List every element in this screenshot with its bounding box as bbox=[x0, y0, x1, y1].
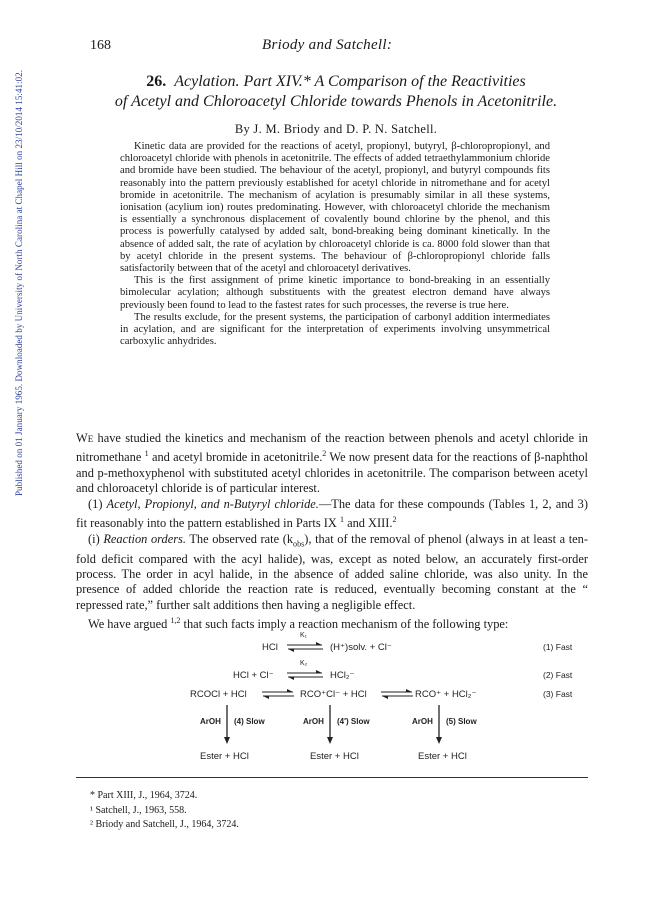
authors: By J. M. Briody and D. P. N. Satchell. bbox=[234, 122, 438, 136]
equilibrium-arrow-icon bbox=[260, 688, 296, 700]
eq2-right: HCl₂⁻ bbox=[330, 670, 355, 681]
reference-link[interactable]: 1,2 bbox=[170, 616, 181, 626]
step4-label: (4) Slow bbox=[234, 717, 265, 726]
abstract bbox=[120, 141, 550, 348]
text-span: We have argued bbox=[88, 617, 171, 632]
eq1-label: (1) Fast bbox=[543, 642, 573, 652]
eq2-left: HCl + Cl⁻ bbox=[233, 670, 274, 681]
text-span: The observed rate (k bbox=[185, 531, 294, 546]
reference-link[interactable]: 1 bbox=[339, 515, 344, 525]
text-span: that such facts imply a reaction mechanism of the following type: bbox=[180, 617, 509, 632]
step5-product: Ester + HCl bbox=[418, 751, 467, 762]
eq2-label: (2) Fast bbox=[543, 670, 573, 680]
equilibrium-arrow-icon bbox=[285, 669, 325, 681]
text-span: —The data for these compounds (Tables 1, 2, and 3) fit reasonably into the pattern established in Parts IX bbox=[76, 496, 589, 531]
subsection-heading: Reaction orders. bbox=[103, 531, 186, 546]
body-paragraph-4 bbox=[76, 613, 588, 633]
subscript: obs bbox=[293, 539, 305, 549]
abstract-paragraph: The results exclude, for the present systems, the participation of carbonyl addition intermediates in acylation, and are significant for the interpretation of experiments involving unsymmetrical carboxylic anhydrides. bbox=[120, 311, 550, 348]
step4-product: Ester + HCl bbox=[200, 751, 249, 762]
eq3-ion-pair: RCO⁺Cl⁻ + HCl bbox=[300, 689, 367, 700]
step4p-label: (4′) Slow bbox=[337, 717, 370, 726]
page-number: 168 bbox=[90, 38, 111, 53]
equilibrium-arrow-icon bbox=[285, 641, 325, 653]
text-span: We now present data for the reactions of β-naphthol and p-methoxyphenol with substituted acetyl chlorides in acetonitrile. The comparison between acetyl and chloroacetyl chloride is of particular interest. bbox=[76, 450, 588, 496]
eq3-acylium: RCO⁺ + HCl₂⁻ bbox=[415, 689, 477, 700]
article-number: 26. bbox=[146, 73, 167, 90]
down-arrow-icon bbox=[326, 705, 334, 745]
abstract-paragraph: Kinetic data are provided for the reactions of acetyl, propionyl, butyryl, β-chloropropionyl, and chloroacetyl chloride with phenols in acetonitrile. The effects of added tetraethylammonium chloride and bromide have been studied. The behaviour of the acetyl, propionyl, and butyryl compounds fits reasonably into the pattern previously established for acetyl chloride in nitromethane and for acetyl bromide in acetonitrile. The mechanism of acylation is presumably similar in all these systems, ionisation (acylium ion) routes predominating. However, with chloroacetyl chloride the mechanism is essentially a synchronous displacement of covalently bound chlorine by the phenol, and this process is powerfully catalysed by added salt, bond-breaking being dominant kinetically. In the absence of added salt, the rate of acylation by chloroacetyl chloride is ca. 8000 fold slower than that by acetyl chloride in the present systems. The behaviour of β-chloropropionyl chloride falls satisfactorily between that of the acetyl and chloroacetyl derivatives. bbox=[120, 141, 550, 275]
body-paragraph-3 bbox=[76, 532, 588, 614]
title-line-1: Acylation. Part XIV.* A Comparison of the Reactivities bbox=[174, 73, 526, 90]
text-span: and XIII. bbox=[343, 516, 393, 531]
body-paragraph-1 bbox=[76, 431, 588, 497]
reference-link[interactable]: 2 bbox=[322, 449, 327, 459]
eq1-constant: K₁ bbox=[300, 632, 308, 639]
step4p-reagent: ArOH bbox=[303, 717, 324, 726]
reference-link[interactable]: 2 bbox=[392, 515, 397, 525]
eq1-right: (H⁺)solv. + Cl⁻ bbox=[330, 642, 392, 653]
section-heading: Acetyl, Propionyl, and n-Butyryl chloride. bbox=[106, 496, 319, 511]
body-paragraph-2 bbox=[76, 497, 588, 532]
step4-reagent: ArOH bbox=[200, 717, 221, 726]
eq2-constant: K₂ bbox=[300, 660, 308, 667]
abstract-paragraph: This is the first assignment of prime kinetic importance to bond-breaking in an essentially bimolecular acylation; although substituents with the greatest electron demand have always previously been found to lead to the fastest rates for such processes, the reverse is true here. bbox=[120, 275, 550, 311]
equilibrium-arrow-icon bbox=[379, 688, 415, 700]
title-line-2: of Acetyl and Chloroacetyl Chloride towards Phenols in Acetonitrile. bbox=[114, 93, 558, 110]
running-head: Briody and Satchell: bbox=[262, 37, 393, 53]
article-title bbox=[86, 72, 586, 112]
eq3-reactants: RCOCl + HCl bbox=[190, 689, 247, 700]
footnote: ¹ Satchell, J., 1963, 558. bbox=[90, 804, 187, 816]
footnotes bbox=[90, 790, 570, 834]
step5-label: (5) Slow bbox=[446, 717, 477, 726]
eq3-label: (3) Fast bbox=[543, 689, 573, 699]
step5-reagent: ArOH bbox=[412, 717, 433, 726]
footnote-divider bbox=[76, 777, 588, 778]
footnote: * Part XIII, J., 1964, 3724. bbox=[90, 790, 198, 801]
reference-link[interactable]: 1 bbox=[144, 449, 149, 459]
reaction-scheme bbox=[160, 632, 600, 767]
text-span: ), that of the removal of phenol (always in at least a ten-fold deficit compared with the acyl halide), was, except as noted below, an accurately first-order process. The order in acyl halide, in the absence of added saline chloride, was also unity. In the presence of added chloride the reaction rate is reduced, eventually becoming constant at the “ repressed rate,” further salt additions then having a negligible effect. bbox=[76, 531, 588, 612]
down-arrow-icon bbox=[223, 705, 231, 745]
download-watermark: Published on 01 January 1965. Downloaded by University of North Carolina at Chapel Hill on 23/10/2014 15:41:02. bbox=[14, 70, 24, 496]
text-span: have studied the kinetics and mechanism of the reaction between phenols and acetyl chloride in nitromethane bbox=[76, 431, 588, 465]
text-span: (i) bbox=[88, 531, 104, 546]
step4p-product: Ester + HCl bbox=[310, 751, 359, 762]
eq1-left: HCl bbox=[262, 642, 278, 653]
body-text bbox=[76, 431, 588, 633]
text-span: (1) bbox=[88, 496, 107, 511]
drop-word: We bbox=[76, 431, 94, 445]
footnote: ² Briody and Satchell, J., 1964, 3724. bbox=[90, 819, 239, 830]
down-arrow-icon bbox=[435, 705, 443, 745]
text-span: and acetyl bromide in acetonitrile. bbox=[148, 450, 323, 465]
